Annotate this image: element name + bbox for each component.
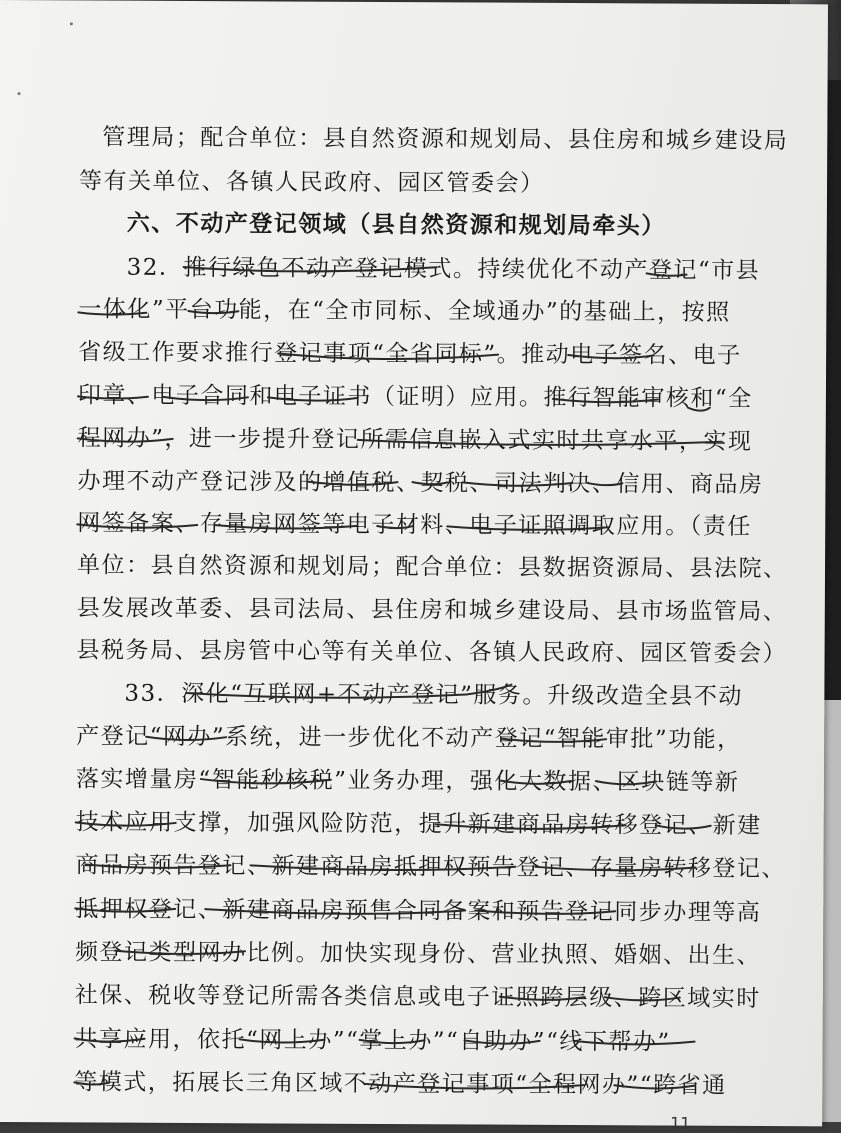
text-line: 社保、税收等登记所需各类信息或电子证照跨层级、跨区域实时 — [74, 982, 761, 1012]
text-line: 网签备案、存量房网签等电子材料、电子证照调取应用。（责任 — [77, 510, 752, 540]
paper-speck — [70, 22, 73, 25]
text-line: 等有关单位、各镇人民政府、园区管委会） — [78, 168, 545, 197]
text-line: 县发展改革委、县司法局、县住房和城乡建设局、县市场监管局、 — [76, 595, 788, 626]
section-heading: 六、不动产登记领域（县自然资源和规划局牵头） — [126, 209, 666, 240]
text-line: 单位：县自然资源和规划局；配合单位：县数据资源局、县法院、 — [76, 552, 788, 583]
text-line: 程网办”，进一步提升登记所需信息嵌入式实时共享水平，实现 — [77, 425, 753, 455]
text-line: 抵押权登记、新建商品房预售合同备案和预告登记同步办理等高 — [75, 896, 762, 926]
text-line: 省级工作要求推行登记事项“全省同标”。推动电子签名、电子 — [78, 339, 742, 369]
text-line: 技术应用支撑，加强风险防范，提升新建商品房转移登记、新建 — [75, 809, 762, 839]
text-line: 县税务局、县房管中心等有关单位、各镇人民政府、园区管委会） — [76, 637, 788, 668]
text-line: 一体化”平台功能，在“全市同标、全域通办”的基础上，按照 — [78, 296, 731, 326]
text-line: 频登记类型网办比例。加快实现身份、营业执照、婚姻、出生、 — [74, 939, 762, 969]
text-line: 落实增量房“智能秒核税”业务办理，强化大数据、区块链等新 — [75, 766, 740, 796]
page-number: 11 — [670, 1113, 691, 1133]
paper-speck — [18, 92, 21, 95]
text-line: 33．深化“互联网+不动产登记”服务。升级改造全县不动 — [124, 680, 743, 710]
text-line: 商品房预告登记、新建商品房抵押权预告登记、存量房转移登记、 — [75, 852, 787, 883]
text-line: 等模式，拓展长三角区域不动产登记事项“全程网办”“跨省通 — [74, 1069, 727, 1099]
text-line: 产登记“网办”系统，进一步优化不动产登记“智能审批”功能， — [76, 723, 742, 753]
text-line: 办理不动产登记涉及的增值税、契税、司法判决、信用、商品房 — [77, 468, 764, 499]
text-line: 印章、电子合同和电子证书（证明）应用。推行智能审核和“全 — [77, 382, 753, 412]
text-line: 管理局；配合单位：县自然资源和规划局、县住房和城乡建设局 — [102, 124, 789, 155]
text-line: 32．推行绿色不动产登记模式。持续优化不动产登记“市县 — [126, 254, 761, 284]
text-line: 共享应用，依托“网上办”“掌上办”“自助办”“线下帮办” — [74, 1026, 671, 1056]
